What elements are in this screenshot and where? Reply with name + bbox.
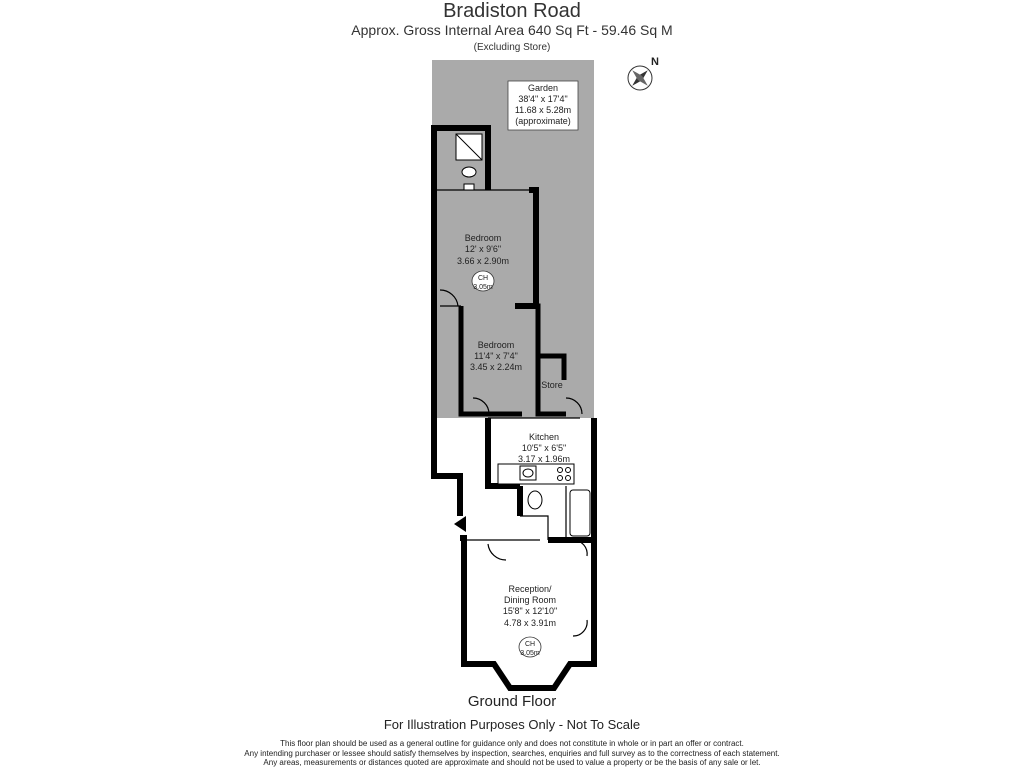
scale-note: For Illustration Purposes Only - Not To Scale [383, 717, 641, 732]
compass-north-label: N [651, 56, 659, 68]
bedroom1-imperial: 12' x 9'6" [464, 244, 502, 254]
compass-icon [628, 56, 659, 90]
gross-area-label: Approx. Gross Internal Area 640 Sq Ft - 59.46 Sq M [351, 22, 673, 38]
kitchen-fixtures [498, 464, 574, 484]
entrance-arrow-icon [454, 516, 466, 532]
garden-imperial: 38'4" x 17'4" [518, 94, 568, 104]
disclaimer-line: Any areas, measurements or distances quoted are approximate and should not be used to value a property or be the basis of any sale or let. [263, 758, 761, 767]
reception-imperial: 15'8" x 12'10" [502, 606, 558, 616]
bedroom2-name: Bedroom [477, 340, 515, 350]
disclaimer-line: This floor plan should be used as a general outline for guidance only and does not constitute in whole or in part an offer or contract. [280, 739, 744, 748]
disclaimer [0, 739, 1024, 768]
store-name: Store [541, 380, 563, 390]
kitchen-imperial: 10'5" x 6'5" [521, 443, 567, 453]
reception-name-line2: Dining Room [503, 595, 557, 605]
kitchen-metric: 3.17 x 1.96m [517, 454, 571, 464]
reception-ch-value: 3.05m [520, 650, 540, 657]
garden-note: (approximate) [515, 116, 571, 126]
reception-name-line1: Reception/ [508, 584, 552, 594]
bedroom1-metric: 3.66 x 2.90m [456, 256, 510, 266]
garden-name: Garden [527, 83, 559, 93]
reception-ch-label: CH [524, 641, 536, 648]
plan-title: Bradiston Road [443, 0, 581, 22]
floor-label: Ground Floor [467, 693, 557, 710]
disclaimer-line: Any intending purchaser or lessee should satisfy themselves by inspection, searches, enquiries and full survey as to the correctness of each statement. [244, 748, 780, 758]
bedroom2-imperial: 11'4" x 7'4" [474, 351, 518, 361]
exclusion-note: (Excluding Store) [473, 42, 551, 53]
reception-metric: 4.78 x 3.91m [503, 618, 557, 628]
bedroom1-ch-value: 3.05m [473, 284, 493, 291]
bedroom1-ch-label: CH [477, 275, 489, 282]
kitchen-name: Kitchen [528, 432, 560, 442]
wc-fixtures [528, 490, 590, 536]
garden-label [508, 81, 578, 130]
garden-metric: 11.68 x 5.28m [514, 105, 572, 115]
bedroom2-metric: 3.45 x 2.24m [469, 362, 523, 372]
bedroom1-name: Bedroom [464, 233, 502, 243]
wall-hallway [434, 456, 594, 688]
